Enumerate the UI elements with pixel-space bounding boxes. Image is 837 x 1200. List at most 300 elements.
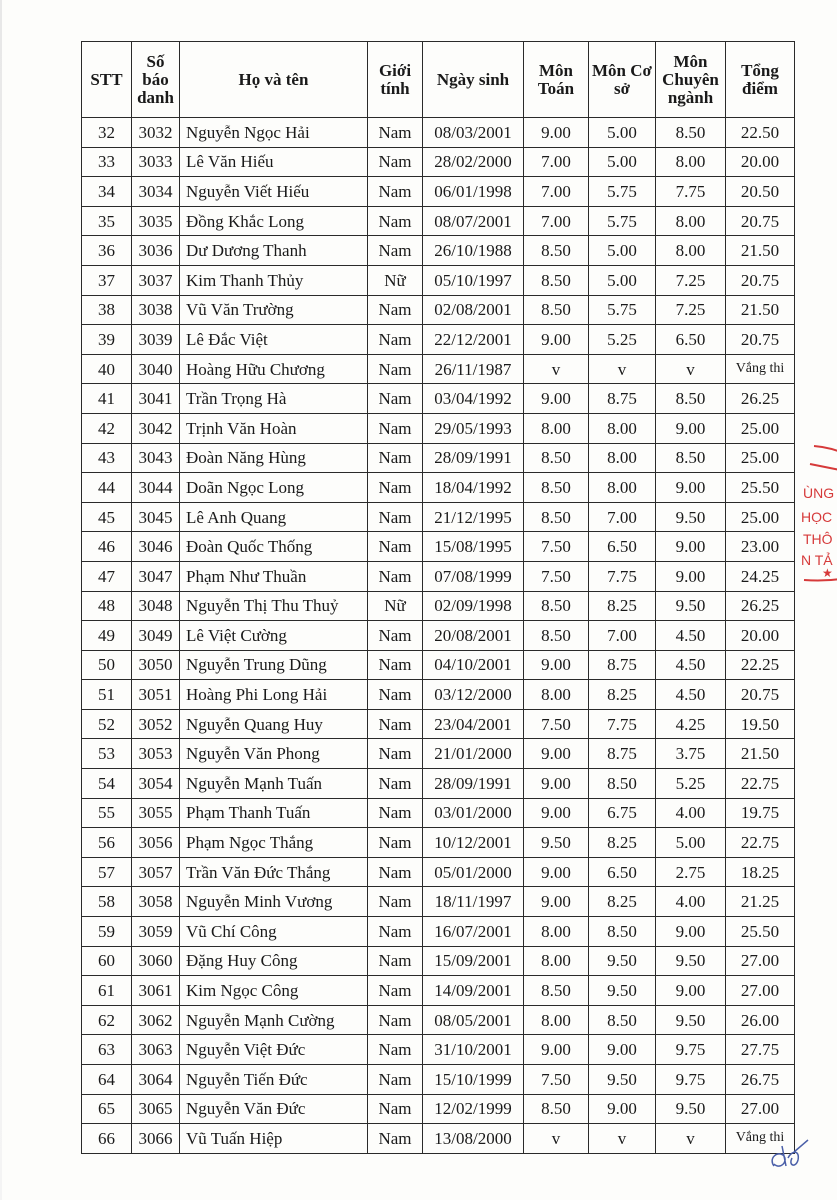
base-score-cell: 8.50: [589, 917, 656, 947]
name-cell: Nguyễn Thị Thu Thuỷ: [180, 591, 368, 621]
major-score-cell: 6.50: [656, 325, 726, 355]
header-gender: Giới tính: [368, 42, 423, 118]
name-cell: Nguyễn Ngọc Hải: [180, 118, 368, 148]
sbd-cell: 3036: [132, 236, 180, 266]
total-score-cell: 22.25: [726, 650, 795, 680]
results-table: [81, 41, 795, 1154]
base-score-cell: 8.25: [589, 680, 656, 710]
total-score-cell: 21.25: [726, 887, 795, 917]
total-score-cell: 27.00: [726, 946, 795, 976]
major-score-cell: 9.50: [656, 591, 726, 621]
name-cell: Nguyễn Quang Huy: [180, 709, 368, 739]
sbd-cell: 3035: [132, 206, 180, 236]
dob-cell: 31/10/2001: [423, 1035, 524, 1065]
dob-cell: 06/01/1998: [423, 177, 524, 207]
dob-cell: 18/11/1997: [423, 887, 524, 917]
stt-cell: 41: [82, 384, 132, 414]
gender-cell: Nam: [368, 680, 423, 710]
base-score-cell: 8.00: [589, 443, 656, 473]
total-score-cell: 20.00: [726, 147, 795, 177]
stt-cell: 53: [82, 739, 132, 769]
stamp-line: [810, 464, 837, 470]
major-score-cell: 9.75: [656, 1065, 726, 1095]
name-cell: Nguyễn Minh Vương: [180, 887, 368, 917]
stt-cell: 66: [82, 1124, 132, 1154]
gender-cell: Nam: [368, 946, 423, 976]
stt-cell: 36: [82, 236, 132, 266]
sbd-cell: 3062: [132, 1005, 180, 1035]
base-score-cell: 8.00: [589, 413, 656, 443]
dob-cell: 02/09/1998: [423, 591, 524, 621]
header-name: Họ và tên: [180, 42, 368, 118]
stt-cell: 48: [82, 591, 132, 621]
dob-cell: 21/12/1995: [423, 502, 524, 532]
major-score-cell: 9.00: [656, 917, 726, 947]
table-row: [82, 413, 795, 443]
sbd-cell: 3048: [132, 591, 180, 621]
gender-cell: Nam: [368, 473, 423, 503]
math-score-cell: 8.50: [524, 502, 589, 532]
sbd-cell: 3040: [132, 354, 180, 384]
sbd-cell: 3060: [132, 946, 180, 976]
total-score-cell: 25.50: [726, 473, 795, 503]
major-score-cell: 9.00: [656, 561, 726, 591]
sbd-cell: 3039: [132, 325, 180, 355]
stt-cell: 37: [82, 265, 132, 295]
total-score-cell: 20.00: [726, 621, 795, 651]
dob-cell: 13/08/2000: [423, 1124, 524, 1154]
math-score-cell: 8.50: [524, 236, 589, 266]
stamp-fragment-3: THÔ: [803, 531, 833, 547]
table-row: [82, 650, 795, 680]
table-row: [82, 325, 795, 355]
major-score-cell: 4.50: [656, 680, 726, 710]
dob-cell: 26/11/1987: [423, 354, 524, 384]
base-score-cell: 9.00: [589, 1094, 656, 1124]
major-score-cell: 9.00: [656, 473, 726, 503]
math-score-cell: 8.50: [524, 443, 589, 473]
name-cell: Dư Dương Thanh: [180, 236, 368, 266]
name-cell: Lê Anh Quang: [180, 502, 368, 532]
base-score-cell: 8.25: [589, 828, 656, 858]
total-score-cell: 27.75: [726, 1035, 795, 1065]
dob-cell: 23/04/2001: [423, 709, 524, 739]
table-row: [82, 828, 795, 858]
dob-cell: 03/12/2000: [423, 680, 524, 710]
gender-cell: Nam: [368, 917, 423, 947]
table-row: [82, 295, 795, 325]
table-row: [82, 236, 795, 266]
stamp-fragment-1: ÙNG: [803, 485, 835, 501]
base-score-cell: 5.00: [589, 147, 656, 177]
math-score-cell: 9.00: [524, 384, 589, 414]
stt-cell: 45: [82, 502, 132, 532]
gender-cell: Nam: [368, 206, 423, 236]
gender-cell: Nam: [368, 976, 423, 1006]
math-score-cell: 7.50: [524, 532, 589, 562]
base-score-cell: 7.75: [589, 561, 656, 591]
red-seal-stamp: [800, 440, 837, 590]
math-score-cell: 9.00: [524, 887, 589, 917]
total-score-cell: 24.25: [726, 561, 795, 591]
major-score-cell: 9.50: [656, 1005, 726, 1035]
sbd-cell: 3063: [132, 1035, 180, 1065]
sbd-cell: 3047: [132, 561, 180, 591]
dob-cell: 26/10/1988: [423, 236, 524, 266]
total-score-cell: 26.25: [726, 591, 795, 621]
sbd-cell: 3038: [132, 295, 180, 325]
header-total: Tổng điểm: [726, 42, 795, 118]
gender-cell: Nam: [368, 295, 423, 325]
sbd-cell: 3056: [132, 828, 180, 858]
math-score-cell: 8.50: [524, 1094, 589, 1124]
name-cell: Nguyễn Tiến Đức: [180, 1065, 368, 1095]
table-row: [82, 561, 795, 591]
total-score-cell: 26.75: [726, 1065, 795, 1095]
stt-cell: 39: [82, 325, 132, 355]
base-score-cell: 5.00: [589, 236, 656, 266]
base-score-cell: 5.00: [589, 118, 656, 148]
gender-cell: Nam: [368, 769, 423, 799]
base-score-cell: 6.75: [589, 798, 656, 828]
stt-cell: 47: [82, 561, 132, 591]
major-score-cell: 9.50: [656, 502, 726, 532]
stt-cell: 38: [82, 295, 132, 325]
total-score-cell: Vắng thi: [726, 1124, 795, 1154]
header-stt: STT: [82, 42, 132, 118]
total-score-cell: 25.00: [726, 443, 795, 473]
major-score-cell: v: [656, 354, 726, 384]
base-score-cell: 8.75: [589, 384, 656, 414]
total-score-cell: 22.75: [726, 828, 795, 858]
total-score-cell: 22.50: [726, 118, 795, 148]
table-body: [82, 118, 795, 1154]
gender-cell: Nam: [368, 118, 423, 148]
stt-cell: 62: [82, 1005, 132, 1035]
dob-cell: 15/09/2001: [423, 946, 524, 976]
name-cell: Đoàn Năng Hùng: [180, 443, 368, 473]
math-score-cell: 8.50: [524, 473, 589, 503]
name-cell: Nguyễn Viết Hiếu: [180, 177, 368, 207]
gender-cell: Nam: [368, 325, 423, 355]
name-cell: Nguyễn Mạnh Cường: [180, 1005, 368, 1035]
dob-cell: 08/07/2001: [423, 206, 524, 236]
base-score-cell: 6.50: [589, 857, 656, 887]
total-score-cell: 27.00: [726, 976, 795, 1006]
total-score-cell: 18.25: [726, 857, 795, 887]
page-edge: [0, 0, 2, 1200]
dob-cell: 15/10/1999: [423, 1065, 524, 1095]
sbd-cell: 3058: [132, 887, 180, 917]
base-score-cell: 5.75: [589, 295, 656, 325]
total-score-cell: 20.50: [726, 177, 795, 207]
base-score-cell: 9.50: [589, 946, 656, 976]
gender-cell: Nam: [368, 828, 423, 858]
sbd-cell: 3064: [132, 1065, 180, 1095]
name-cell: Lê Văn Hiếu: [180, 147, 368, 177]
name-cell: Phạm Như Thuần: [180, 561, 368, 591]
major-score-cell: 8.50: [656, 118, 726, 148]
base-score-cell: v: [589, 354, 656, 384]
total-score-cell: 21.50: [726, 739, 795, 769]
table-row: [82, 118, 795, 148]
base-score-cell: 7.00: [589, 502, 656, 532]
total-score-cell: Vắng thi: [726, 354, 795, 384]
table-row: [82, 591, 795, 621]
total-score-cell: 20.75: [726, 206, 795, 236]
table-row: [82, 769, 795, 799]
table-row: [82, 443, 795, 473]
math-score-cell: 7.00: [524, 147, 589, 177]
sbd-cell: 3045: [132, 502, 180, 532]
stt-cell: 64: [82, 1065, 132, 1095]
sbd-cell: 3050: [132, 650, 180, 680]
stt-cell: 55: [82, 798, 132, 828]
math-score-cell: 7.50: [524, 709, 589, 739]
math-score-cell: 9.00: [524, 650, 589, 680]
total-score-cell: 27.00: [726, 1094, 795, 1124]
major-score-cell: 9.50: [656, 1094, 726, 1124]
major-score-cell: 9.00: [656, 532, 726, 562]
math-score-cell: 9.00: [524, 739, 589, 769]
total-score-cell: 19.50: [726, 709, 795, 739]
total-score-cell: 23.00: [726, 532, 795, 562]
base-score-cell: 8.75: [589, 650, 656, 680]
total-score-cell: 25.50: [726, 917, 795, 947]
table-row: [82, 917, 795, 947]
table-row: [82, 1065, 795, 1095]
math-score-cell: 7.00: [524, 206, 589, 236]
base-score-cell: 7.00: [589, 621, 656, 651]
total-score-cell: 19.75: [726, 798, 795, 828]
sbd-cell: 3043: [132, 443, 180, 473]
gender-cell: Nam: [368, 502, 423, 532]
table-row: [82, 798, 795, 828]
math-score-cell: 7.00: [524, 177, 589, 207]
major-score-cell: 8.50: [656, 443, 726, 473]
table-row: [82, 384, 795, 414]
stt-cell: 44: [82, 473, 132, 503]
math-score-cell: 8.50: [524, 976, 589, 1006]
dob-cell: 10/12/2001: [423, 828, 524, 858]
stt-cell: 56: [82, 828, 132, 858]
stt-cell: 46: [82, 532, 132, 562]
name-cell: Kim Thanh Thủy: [180, 265, 368, 295]
name-cell: Trần Trọng Hà: [180, 384, 368, 414]
major-score-cell: 8.50: [656, 384, 726, 414]
major-score-cell: 2.75: [656, 857, 726, 887]
table-row: [82, 709, 795, 739]
gender-cell: Nam: [368, 443, 423, 473]
math-score-cell: 8.00: [524, 680, 589, 710]
math-score-cell: 7.50: [524, 1065, 589, 1095]
signature-initials: [764, 1136, 812, 1176]
stt-cell: 54: [82, 769, 132, 799]
sbd-cell: 3052: [132, 709, 180, 739]
total-score-cell: 25.00: [726, 413, 795, 443]
gender-cell: Nam: [368, 798, 423, 828]
header-major: Môn Chuyên ngành: [656, 42, 726, 118]
stt-cell: 34: [82, 177, 132, 207]
stt-cell: 61: [82, 976, 132, 1006]
gender-cell: Nam: [368, 147, 423, 177]
sbd-cell: 3042: [132, 413, 180, 443]
math-score-cell: 8.50: [524, 265, 589, 295]
table-row: [82, 680, 795, 710]
gender-cell: Nam: [368, 1005, 423, 1035]
stamp-fragment-4: N TẢ: [801, 552, 833, 568]
name-cell: Nguyễn Trung Dũng: [180, 650, 368, 680]
base-score-cell: 5.75: [589, 206, 656, 236]
table-row: [82, 946, 795, 976]
stt-cell: 50: [82, 650, 132, 680]
gender-cell: Nam: [368, 236, 423, 266]
name-cell: Đặng Huy Công: [180, 946, 368, 976]
name-cell: Doãn Ngọc Long: [180, 473, 368, 503]
table-row: [82, 265, 795, 295]
table-row: [82, 976, 795, 1006]
table-row: [82, 1035, 795, 1065]
name-cell: Phạm Ngọc Thắng: [180, 828, 368, 858]
gender-cell: Nam: [368, 413, 423, 443]
stt-cell: 35: [82, 206, 132, 236]
table-row: [82, 1005, 795, 1035]
dob-cell: 08/05/2001: [423, 1005, 524, 1035]
dob-cell: 05/01/2000: [423, 857, 524, 887]
table-row: [82, 502, 795, 532]
sbd-cell: 3033: [132, 147, 180, 177]
math-score-cell: 9.00: [524, 118, 589, 148]
math-score-cell: 7.50: [524, 561, 589, 591]
gender-cell: Nữ: [368, 265, 423, 295]
sbd-cell: 3066: [132, 1124, 180, 1154]
base-score-cell: 9.50: [589, 1065, 656, 1095]
base-score-cell: 8.50: [589, 1005, 656, 1035]
sbd-cell: 3049: [132, 621, 180, 651]
table-row: [82, 147, 795, 177]
sbd-cell: 3054: [132, 769, 180, 799]
stt-cell: 58: [82, 887, 132, 917]
total-score-cell: 26.00: [726, 1005, 795, 1035]
dob-cell: 22/12/2001: [423, 325, 524, 355]
stt-cell: 49: [82, 621, 132, 651]
name-cell: Vũ Tuấn Hiệp: [180, 1124, 368, 1154]
base-score-cell: 8.25: [589, 887, 656, 917]
dob-cell: 02/08/2001: [423, 295, 524, 325]
major-score-cell: 7.25: [656, 265, 726, 295]
table-row: [82, 206, 795, 236]
stt-cell: 60: [82, 946, 132, 976]
stamp-star-icon: ★: [822, 566, 833, 580]
name-cell: Hoàng Hữu Chương: [180, 354, 368, 384]
dob-cell: 20/08/2001: [423, 621, 524, 651]
table-row: [82, 1124, 795, 1154]
major-score-cell: 4.50: [656, 650, 726, 680]
math-score-cell: 9.50: [524, 828, 589, 858]
table-row: [82, 177, 795, 207]
sbd-cell: 3046: [132, 532, 180, 562]
name-cell: Lê Việt Cường: [180, 621, 368, 651]
dob-cell: 05/10/1997: [423, 265, 524, 295]
total-score-cell: 21.50: [726, 295, 795, 325]
major-score-cell: 5.25: [656, 769, 726, 799]
name-cell: Vũ Chí Công: [180, 917, 368, 947]
base-score-cell: 8.75: [589, 739, 656, 769]
sbd-cell: 3034: [132, 177, 180, 207]
math-score-cell: 8.00: [524, 1005, 589, 1035]
gender-cell: Nam: [368, 1065, 423, 1095]
major-score-cell: 4.50: [656, 621, 726, 651]
stt-cell: 43: [82, 443, 132, 473]
sbd-cell: 3041: [132, 384, 180, 414]
gender-cell: Nam: [368, 384, 423, 414]
major-score-cell: 4.00: [656, 887, 726, 917]
math-score-cell: 8.50: [524, 295, 589, 325]
gender-cell: Nam: [368, 887, 423, 917]
base-score-cell: 9.00: [589, 1035, 656, 1065]
name-cell: Đoàn Quốc Thống: [180, 532, 368, 562]
sbd-cell: 3055: [132, 798, 180, 828]
math-score-cell: 9.00: [524, 798, 589, 828]
sbd-cell: 3053: [132, 739, 180, 769]
name-cell: Lê Đắc Việt: [180, 325, 368, 355]
stt-cell: 40: [82, 354, 132, 384]
major-score-cell: 4.25: [656, 709, 726, 739]
stt-cell: 42: [82, 413, 132, 443]
gender-cell: Nam: [368, 857, 423, 887]
math-score-cell: 8.50: [524, 591, 589, 621]
base-score-cell: 5.75: [589, 177, 656, 207]
base-score-cell: 8.00: [589, 473, 656, 503]
dob-cell: 03/04/1992: [423, 384, 524, 414]
table-row: [82, 857, 795, 887]
dob-cell: 28/09/1991: [423, 769, 524, 799]
name-cell: Nguyễn Mạnh Tuấn: [180, 769, 368, 799]
gender-cell: Nam: [368, 1094, 423, 1124]
table-row: [82, 739, 795, 769]
base-score-cell: 8.25: [589, 591, 656, 621]
stt-cell: 57: [82, 857, 132, 887]
major-score-cell: 8.00: [656, 206, 726, 236]
major-score-cell: 9.75: [656, 1035, 726, 1065]
stt-cell: 52: [82, 709, 132, 739]
name-cell: Nguyễn Việt Đức: [180, 1035, 368, 1065]
major-score-cell: 3.75: [656, 739, 726, 769]
dob-cell: 12/02/1999: [423, 1094, 524, 1124]
math-score-cell: v: [524, 354, 589, 384]
major-score-cell: 5.00: [656, 828, 726, 858]
math-score-cell: 9.00: [524, 857, 589, 887]
major-score-cell: 8.00: [656, 147, 726, 177]
total-score-cell: 26.25: [726, 384, 795, 414]
stt-cell: 63: [82, 1035, 132, 1065]
header-sbd: Số báo danh: [132, 42, 180, 118]
math-score-cell: v: [524, 1124, 589, 1154]
header-row: [82, 42, 795, 118]
gender-cell: Nam: [368, 561, 423, 591]
base-score-cell: 5.25: [589, 325, 656, 355]
dob-cell: 18/04/1992: [423, 473, 524, 503]
sbd-cell: 3061: [132, 976, 180, 1006]
total-score-cell: 22.75: [726, 769, 795, 799]
major-score-cell: 9.00: [656, 976, 726, 1006]
sbd-cell: 3065: [132, 1094, 180, 1124]
sbd-cell: 3032: [132, 118, 180, 148]
name-cell: Đồng Khắc Long: [180, 206, 368, 236]
total-score-cell: 25.00: [726, 502, 795, 532]
dob-cell: 08/03/2001: [423, 118, 524, 148]
sbd-cell: 3037: [132, 265, 180, 295]
